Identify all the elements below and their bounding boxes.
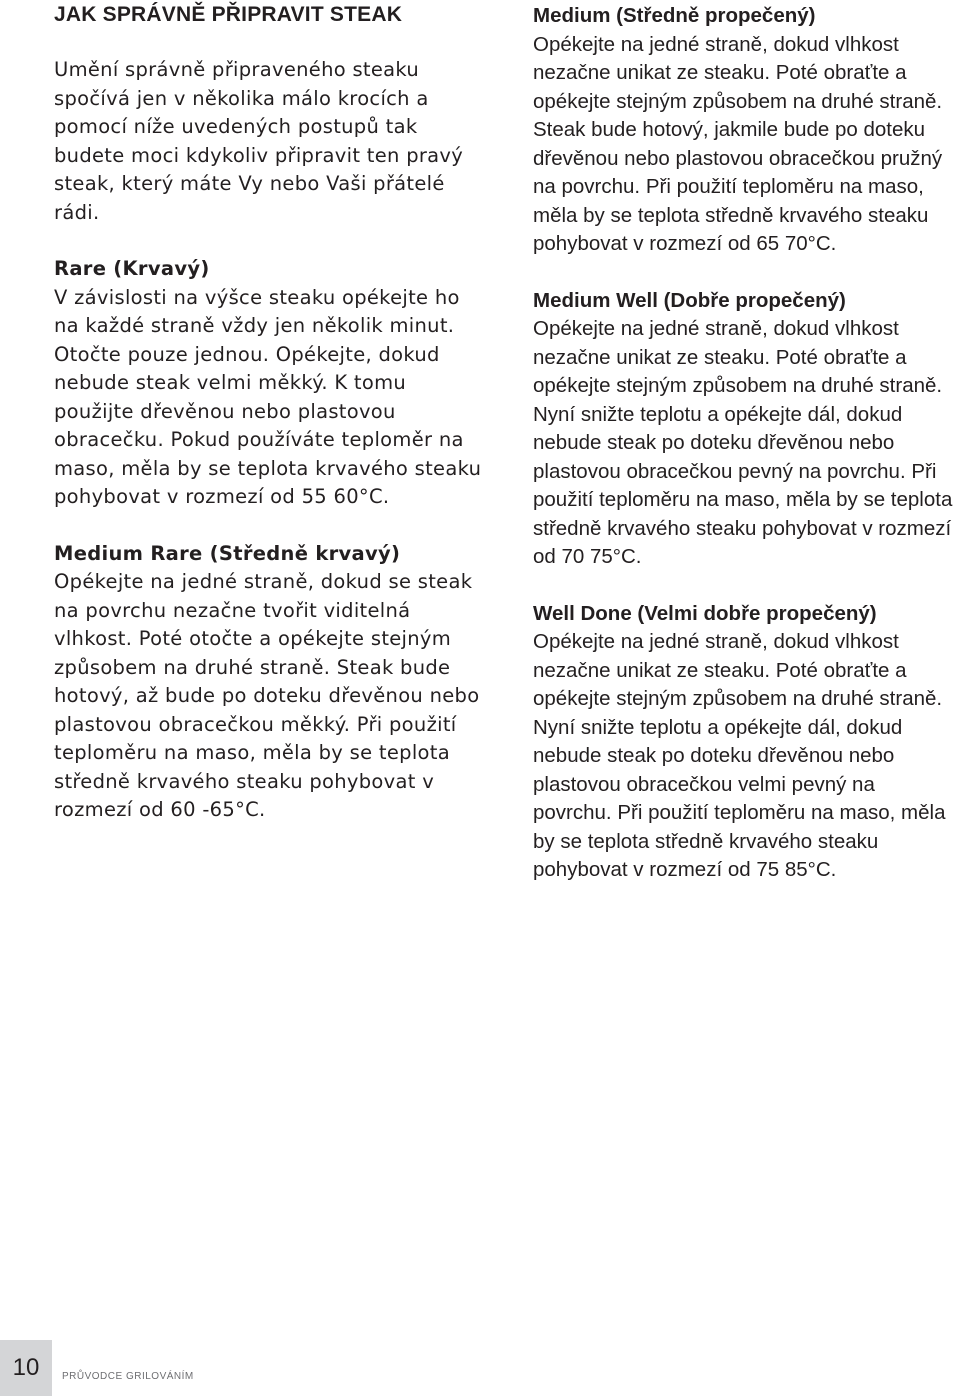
section-text-medium: Opékejte na jedné straně, dokud vlhkost nezačne unikat ze steaku. Poté obraťte a opékejte stejným způsobem na druhé straně. Steak bude hotový, jakmile bude po doteku dřevěnou nebo plastovou obracečkou pružný na povrchu. Při použití teploměru na maso, měla by se teplota středně krvavého steaku pohybovat v rozmezí od 65 70°C.: [533, 32, 943, 255]
section-text-medium-rare: Opékejte na jedné straně, dokud se steak na povrchu nezačne tvořit viditelná vlhkost. Poté otočte a opékejte stejným způsobem na druhé straně. Steak bude hotový, až bude po doteku dřevěnou nebo plastovou obracečkou měkký. Při použití teploměru na maso, měla by se teplota středně krvavého steaku pohybovat v rozmezí od 60 -65°C.: [54, 570, 480, 821]
section-well-done: [533, 600, 958, 885]
section-heading-medium-well: Medium Well (Dobře propečený): [533, 288, 846, 312]
left-column: [54, 0, 484, 853]
section-heading-rare: Rare (Krvavý): [54, 257, 210, 280]
right-column: [533, 0, 958, 913]
section-heading-well-done: Well Done (Velmi dobře propečený): [533, 601, 877, 625]
section-medium-well: [533, 287, 958, 572]
section-heading-medium: Medium (Středně propečený): [533, 4, 816, 27]
footer-guide-title: PRŮVODCE GRILOVÁNÍM: [62, 1371, 194, 1382]
page-title: JAK SPRÁVNĚ PŘIPRAVIT STEAK: [54, 3, 403, 26]
section-medium-rare: [54, 540, 484, 825]
section-text-medium-well: Opékejte na jedné straně, dokud vlhkost nezačne unikat ze steaku. Poté obraťte a opékejte stejným způsobem na druhé straně. Nyní snižte teplotu a opékejte dál, dokud nebude steak po doteku dřevěnou nebo plastovou obracečkou pevný na povrchu. Při použití teploměru na maso, měla by se teplota středně krvavého steaku pohybovat v rozmezí od 70 75°C.: [533, 317, 953, 568]
page-number: 10: [0, 1340, 52, 1396]
section-heading-medium-rare: Medium Rare (Středně krvavý): [54, 541, 401, 565]
intro-paragraph: Umění správně připraveného steaku spočívá jen v několika málo krocích a pomocí níže uvedených postupů tak budete moci kdykoliv připravit ten pravý steak, který máte Vy nebo Vaši přátelé rádi.: [54, 58, 464, 224]
section-medium: [533, 2, 958, 259]
page-footer: [0, 1340, 960, 1400]
section-text-rare: V závislosti na výšce steaku opékejte ho na každé straně vždy jen několik minut. Otočte pouze jednou. Opékejte, dokud nebude steak velmi měkký. K tomu použijte dřevěnou nebo plastovou obracečku. Pokud používáte teploměr na maso, měla by se teplota krvavého steaku pohybovat v rozmezí od 55 60°C.: [54, 285, 482, 508]
section-rare: [54, 255, 484, 512]
section-text-well-done: Opékejte na jedné straně, dokud vlhkost nezačne unikat ze steaku. Poté obraťte a opékejte stejným způsobem na druhé straně. Nyní snižte teplotu a opékejte dál, dokud nebude steak po doteku dřevěnou nebo plastovou obracečkou velmi pevný na povrchu. Při použití teploměru na maso, měla by se teplota středně krvavého steaku pohybovat v rozmezí od 75 85°C.: [533, 630, 946, 881]
